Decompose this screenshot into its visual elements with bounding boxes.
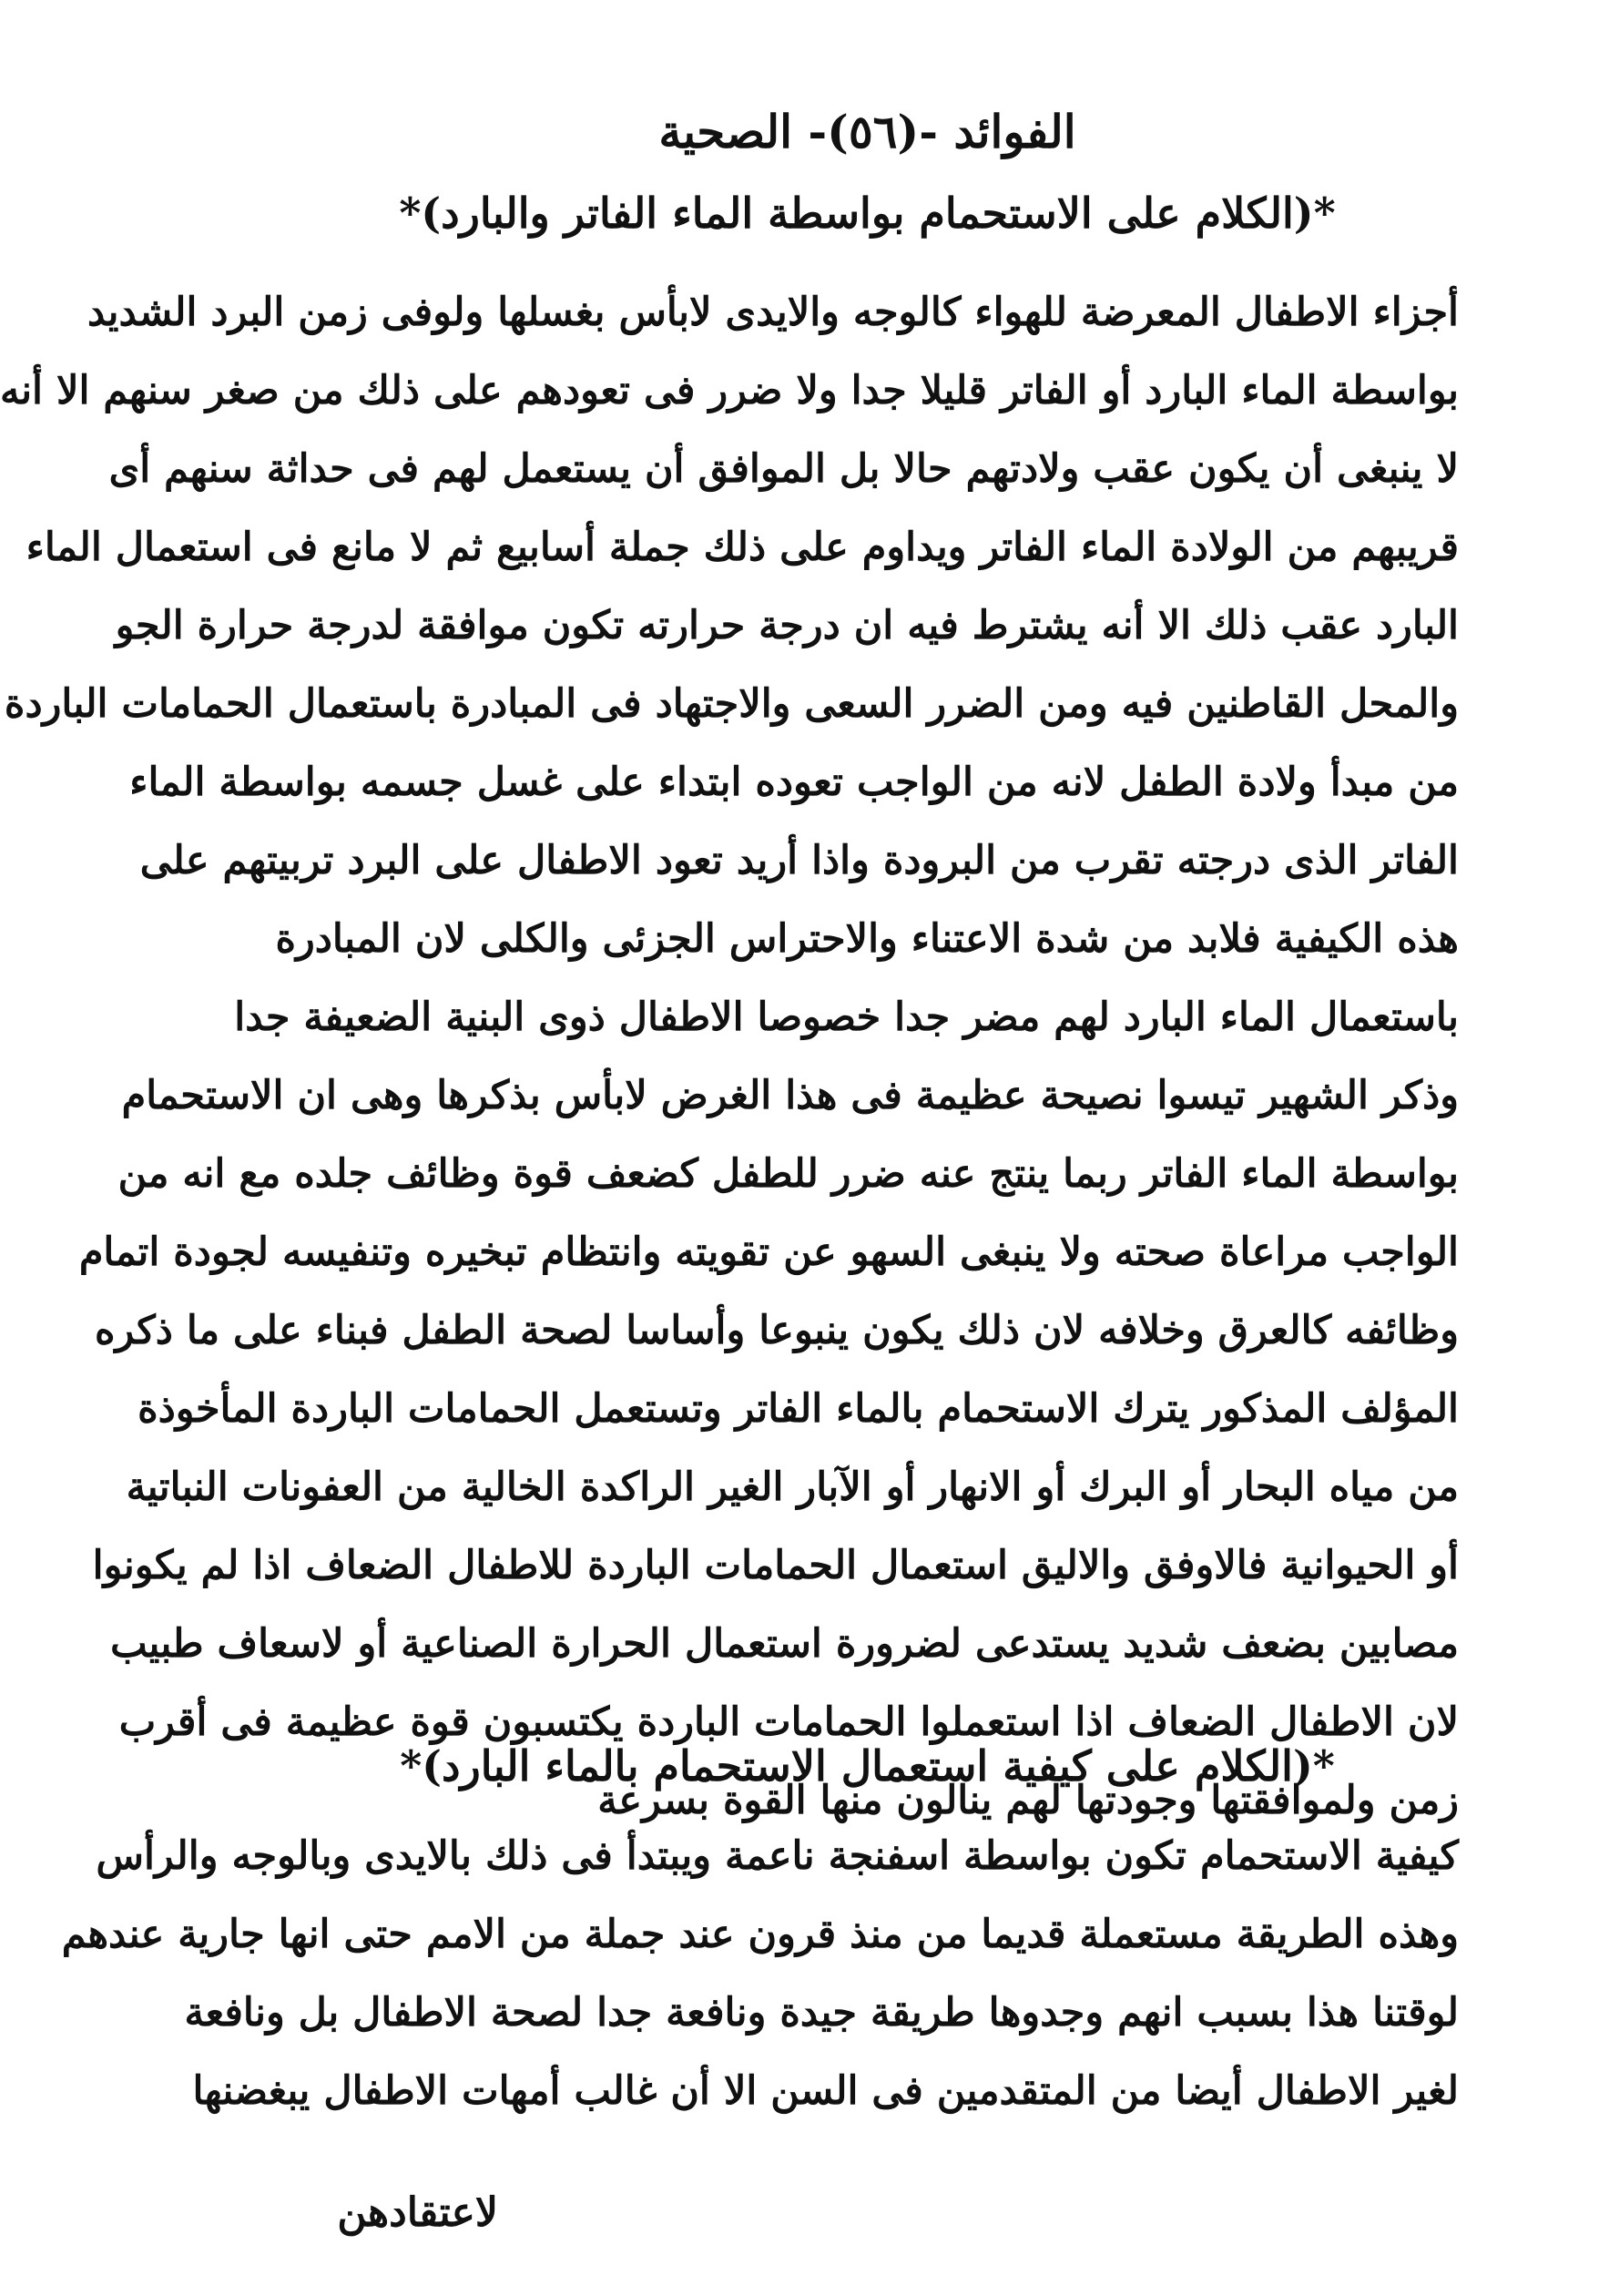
text-line: وظائفه كالعرق وخلافه لان ذلك يكون ينبوعا وأساسا لصحة الطفل فبناء على ما ذكره [95,1308,1459,1353]
text-line: من مبدأ ولادة الطفل لانه من الواجب تعوده ابتداء على غسل جسمه بواسطة الماء [129,760,1459,805]
text-line: بواسطة الماء الفاتر ربما ينتج عنه ضرر للطفل كضعف قوة وظائف جلده مع انه من [117,1151,1459,1197]
text-line: من مياه البحار أو البرك أو الانهار أو الآبار الغير الراكدة الخالية من العفونات النباتية [126,1464,1459,1510]
text-line: أو الحيوانية فالاوفق والاليق استعمال الحمامات الباردة للاطفال الضعاف اذا لم يكونوا [92,1543,1459,1588]
text-line: قريبهم من الولادة الماء الفاتر ويداوم على ذلك جملة أسابيع ثم لا مانع فى استعمال الماء [25,525,1459,570]
section-body-cold-bathing-method [61,1817,1459,2130]
text-line: بواسطة الماء البارد أو الفاتر قليلا جدا ولا ضرر فى تعودهم على ذلك من صغر سنهم الا أنه [0,368,1459,413]
text-line: زمن ولموافقتها وجودتها لهم ينالون منها القوة بسرعة [597,1778,1459,1823]
text-line: لا ينبغى أن يكون عقب ولادتهم حالا بل الموافق أن يستعمل لهم فى حداثة سنهم أى [108,446,1459,492]
section-heading-cold-warm-bathing: *(الكلام على الاستحمام بواسطة الماء الفاتر والبارد)* [399,189,1336,238]
text-line: كيفية الاستحمام تكون بواسطة اسفنجة ناعمة ويبتدأ فى ذلك بالايدى وبالوجه والرأس [96,1833,1459,1879]
section-heading-cold-bathing-method: *(الكلام على كيفية استعمال الاستحمام بالماء البارد)* [400,1741,1335,1791]
text-line: مصابين بضعف شديد يستدعى لضرورة استعمال الحرارة الصناعية أو لاسعاف طبيب [110,1621,1459,1667]
text-line: وهذه الطريقة مستعملة قديما من منذ قرون عند جملة من الامم حتى انها جارية عندهم [61,1912,1459,1957]
text-line: وذكر الشهير تيسوا نصيحة عظيمة فى هذا الغرض لابأس بذكرها وهى ان الاستحمام [121,1073,1459,1118]
text-line: الفاتر الذى درجته تقرب من البرودة واذا أريد تعود الاطفال على البرد تربيتهم على [139,838,1459,883]
section-body-cold-warm-bathing [0,273,1459,1840]
text-line: المؤلف المذكور يترك الاستحمام بالماء الفاتر وتستعمل الحمامات الباردة المأخوذة [137,1386,1459,1432]
text-line: باستعمال الماء البارد لهم مضر جدا خصوصا الاطفال ذوى البنية الضعيفة جدا [234,995,1459,1040]
text-line: الواجب مراعاة صحته ولا ينبغى السهو عن تقويته وانتظام تبخيره وتنفيسه لجودة اتمام [78,1230,1459,1275]
text-line: هذه الكيفية فلابد من شدة الاعتناء والاحتراس الجزئى والكلى لان المبادرة [275,916,1459,962]
text-line: لغير الاطفال أيضا من المتقدمين فى السن الا أن غالب أمهات الاطفال يبغضنها [192,2068,1459,2114]
text-line: لوقتنا هذا بسبب انهم وجدوها طريقة جيدة ونافعة جدا لصحة الاطفال بل ونافعة [184,1990,1459,2036]
text-line: أجزاء الاطفال المعرضة للهواء كالوجه والايدى لابأس بغسلها ولوفى زمن البرد الشديد [87,290,1459,335]
page-header: الفوائد -(٥٦)- الصحية [658,105,1076,158]
text-line: لان الاطفال الضعاف اذا استعملوا الحمامات الباردة يكتسبون قوة عظيمة فى أقرب [118,1699,1459,1745]
catchword: لاعتقادهن [337,2189,498,2236]
text-line: والمحل القاطنين فيه ومن الضرر السعى والاجتهاد فى المبادرة باستعمال الحمامات الباردة [4,681,1459,727]
text-line: البارد عقب ذلك الا أنه يشترط فيه ان درجة حرارته تكون موافقة لدرجة حرارة الجو [115,603,1459,648]
